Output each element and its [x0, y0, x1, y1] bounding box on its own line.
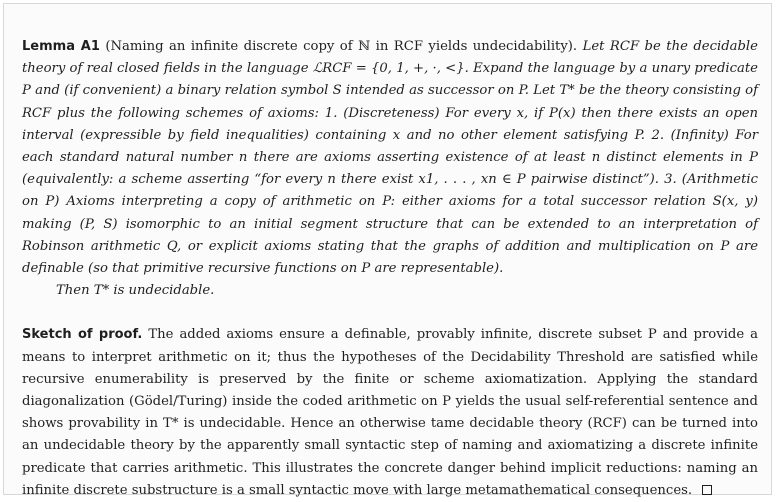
lemma-statement: Let RCF be the decidable theory of real closed fields in the language ℒRCF = {0, 1, +, ·, <}. Expand the language by a unary predicate P and (if convenient) a binary relation symbol S intended as successor on P. Let T* be the theory consisting of RCF plus the following schemes of axioms: 1. (Discreteness) For every x, if P(x) then there exists an open interval (expressible by field inequalities) containing x and no other element satisfying P. 2. (Infinity) For each standard natural number n there are axioms asserting existence of at least n distinct elements in P (equivalently: a scheme asserting “for every n there exist x1, . . . , xn ∈ P pairwise distinct”). 3. (Arithmetic on P) Axioms interpreting a copy of arithmetic on P: either axioms for a total successor relation S(x, y) making (P, S) isomorphic to an initial segment structure that can be extended to an interpretation of Robinson arithmetic Q, or explicit axioms stating that the graphs of addition and multiplication on P are definable (so that primitive recursive functions on P are representable). — [22, 39, 758, 277]
document-body — [22, 36, 758, 502]
qed-box-icon — [702, 485, 712, 495]
proof-text: The added axioms ensure a definable, provably infinite, discrete subset P and provide a means to interpret arithmetic on it; thus the hypotheses of the Decidability Threshold are satisfied while recursive enumerability is preserved by the finite or scheme axiomatization. Applying the standard diagonalization (Gödel/Turing) inside the coded arithmetic on P yields the usual self-referential sentence and shows provability in T* is undecidable. Hence an otherwise tame decidable theory (RCF) can be turned into an undecidable theory by the apparently small syntactic step of naming and axiomatizing a discrete infinite predicate that carries arithmetic. This illustrates the concrete danger behind implicit reductions: naming an infinite discrete substructure is a small syntactic move with large metamathematical consequences. — [22, 327, 758, 498]
proof-paragraph — [22, 324, 758, 502]
lemma-title: (Naming an infinite discrete copy of ℕ in RCF yields undecidability). — [105, 39, 578, 54]
proof-heading: Sketch of proof. — [22, 327, 143, 343]
lemma-heading: Lemma A1 — [22, 39, 100, 54]
document-frame — [3, 3, 772, 498]
lemma-paragraph — [22, 36, 758, 280]
lemma-conclusion: Then T* is undecidable. — [56, 283, 215, 299]
